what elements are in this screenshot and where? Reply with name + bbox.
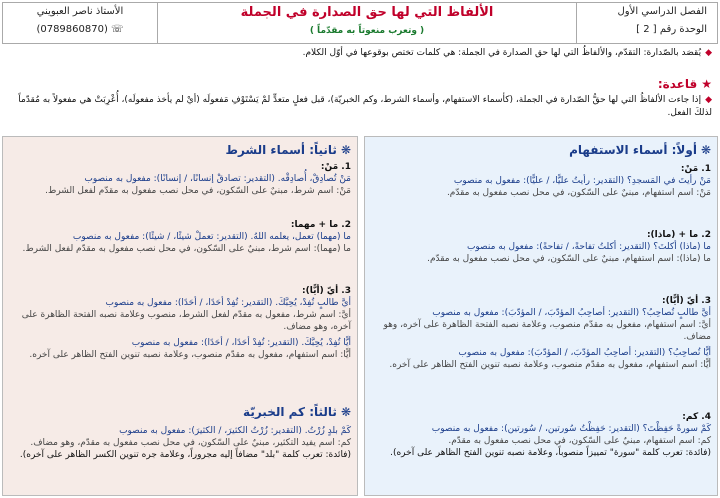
item-example: ما (مهما) تعمل، يعلمه اللهُ. (التقدير: تعملْ شيئًا، / شيئًا): مفعول به منصوب bbox=[72, 232, 351, 242]
item-number: 1. مَنْ: bbox=[320, 162, 351, 172]
item-example: أيَّ طالبٍ تُصاحِبُ؟ (التقدير: أصاحِبُ المؤدّبَ، / المؤدّبَ): مفعول به منصوب bbox=[432, 308, 711, 318]
section-heading-text: أولاً: أسماء الاستفهام bbox=[569, 143, 697, 157]
teacher-phone: ☏ (0789860870) bbox=[36, 24, 124, 35]
item-parsing: ما (ماذا): اسم استفهام، مبنيٌ على السّكون، في محل نصب مفعول به مقدّم. bbox=[427, 254, 711, 264]
conditionals-panel bbox=[2, 136, 358, 496]
item-tip: (فائدة: تعرب كلمة "بلد" مضافاً إليه مجروراً، وعلامة جره تنوين الكسر الظاهر على آخره). bbox=[19, 450, 351, 460]
list-item bbox=[371, 229, 711, 265]
item-parsing: كم: اسم يفيد التكثير، مبنيٌ على السّكون، في محل نصب مفعول به مقدّم، وهو مضاف. bbox=[30, 438, 351, 448]
item-tip: (فائدة: تعرب كلمة "سورة" تمييزاً منصوباً، وعلامة نصبه تنوين الفتح الظاهر على آخره). bbox=[390, 448, 711, 458]
item-number: 2. ما + (ماذا): bbox=[646, 230, 711, 240]
bullet-icon: ◆ bbox=[705, 95, 712, 105]
semester-label: الفصل الدراسي الأول bbox=[617, 6, 707, 17]
section-heading bbox=[371, 141, 711, 159]
list-item bbox=[371, 411, 711, 459]
rule-heading-text: قاعدة: bbox=[657, 77, 698, 91]
item-parsing: مَنْ: اسم شرط، مبنيٌ على السّكون، في محل نصب مفعول به مقدّم لفعل الشرط. bbox=[45, 186, 351, 196]
item-parsing-2: أيًّا: اسم استفهام، مفعول به مقدّم منصوب، وعلامة نصبه تنوين الفتح الظاهر على آخره. bbox=[389, 360, 711, 370]
item-example-2: أيًّا تُصاحِبُ؟ (التقدير: أصاحِبُ المؤدّبَ، / المؤدّبَ): مفعول به منصوب bbox=[458, 348, 711, 358]
item-example: مَنْ تُصادِقْ، أُصادِقْه. (التقدير: تصادقْ إنسانًا، / إنسانًا): مفعول به منصوب bbox=[84, 174, 351, 184]
page-title: الألفاظ التي لها حق الصدارة في الجملة bbox=[240, 5, 494, 20]
header-title-box bbox=[157, 3, 577, 43]
section-heading-2-text: ثالثاً: كم الخبريّة bbox=[243, 405, 337, 419]
page-header bbox=[2, 2, 718, 44]
item-parsing: أيَّ: اسم شرط، مفعول به مقدّم لفعل الشرط، منصوب وعلامة نصبه الفتحة الظاهرة على آخره، وهو مضاف. bbox=[21, 310, 351, 332]
item-example: كَمْ سورةً حَفِظْتَ؟ (التقدير: حَفِظْتُ سُورتين، / سُورتين): مفعول به منصوب bbox=[431, 424, 711, 434]
teacher-name: الأستاذ ناصر العبويني bbox=[36, 6, 124, 17]
item-example: مَنْ رأيتَ في المَسجدِ؟ (التقدير: رأيتُ عليًّا، / عليًّا): مفعول به منصوب bbox=[453, 176, 711, 186]
asterisk-icon: ❋ bbox=[340, 405, 351, 419]
teacher-box bbox=[3, 3, 157, 43]
list-item bbox=[9, 219, 351, 255]
item-parsing: أيَّ: اسم استفهام، مفعول به مقدّم منصوب، وعلامة نصبه الفتحة الظاهرة على آخره، وهو مضاف. bbox=[383, 320, 711, 342]
item-example: أيَّ طالبٍ تُفِدْ، يُحِبَّكَ. (التقدير: تُفِدْ أحَدًا، / أحَدًا): مفعول به منصوب bbox=[105, 298, 351, 308]
bullet-icon: ◆ bbox=[705, 48, 712, 58]
intro-paragraph bbox=[6, 47, 712, 73]
asterisk-icon: ❋ bbox=[700, 143, 711, 157]
item-example: ما (ماذا) أكلتَ؟ (التقدير: أكلتُ تفاحةً، / تفاحةً): مفعول به منصوب bbox=[466, 242, 711, 252]
item-example-2: أيًّا تُفِدْ، يُحِبَّكَ. (التقدير: تُفِدْ أحَدًا، / أحَدًا): مفعول به منصوب bbox=[131, 338, 351, 348]
page-subtitle: ( وتعرب منعوتاً به مقدّماً ) bbox=[309, 26, 425, 36]
item-parsing: ما (مهما): اسم شرط، مبنيٌ على السّكون، في محل نصب مفعول به مقدّم لفعل الشرط. bbox=[22, 244, 351, 254]
interrogatives-panel bbox=[364, 136, 718, 496]
list-item bbox=[371, 295, 711, 371]
intro-text: يُقصَد بالصّدارة: التقدّم، والألفاظُ التي لها حق الصدارة في الجملة: هي كلمات تختص بوقوعها في أوّل الكلام. bbox=[302, 48, 702, 58]
rule-paragraph bbox=[6, 94, 712, 134]
item-number: 2. ما + مهما: bbox=[290, 220, 351, 230]
item-example: كَمْ بلدٍ زُرْتُ. (التقدير: زُرْتُ الكثيرَ، / الكثيرَ): مفعول به منصوب bbox=[119, 426, 351, 436]
asterisk-icon: ❋ bbox=[340, 143, 351, 157]
list-item bbox=[9, 161, 351, 197]
item-number: 3. أيّ (أيًّا): bbox=[662, 296, 711, 306]
unit-label: الوحدة رقم [ 2 ] bbox=[636, 24, 707, 35]
section-heading-text: ثانياً: أسماء الشرط bbox=[225, 143, 337, 157]
section-heading-2 bbox=[9, 403, 351, 421]
item-parsing-2: أيًّا: اسم استفهام، مفعول به مقدّم منصوب، وعلامة نصبه تنوين الفتح الظاهر على آخره. bbox=[29, 350, 351, 360]
star-icon: ★ bbox=[701, 77, 712, 91]
item-number: 1. مَنْ: bbox=[680, 164, 711, 174]
list-item bbox=[371, 163, 711, 199]
item-number: 3. أيّ (أيًّا): bbox=[302, 286, 351, 296]
item-parsing: كم: اسم استفهام، مبنيٌ على السّكون، في محل نصب مفعول به مقدّم. bbox=[448, 436, 711, 446]
section-heading bbox=[9, 141, 351, 159]
rule-text: إذا جاءت الألفاظُ التي لها حقُّ الصّدارة في الجملة، (كأسماء الاستفهام، وأسماء الشرط، وكم الخبريّة)، قبل فعلٍ متعدٍّ لمْ يَسْتَوْفِ مَفعولَه (أيْ لم يأخذ مفعولَه)، أُعْرِبَتْ هي مفعولاً به مُقدّماً لذلكَ الفعل. bbox=[18, 95, 712, 118]
rule-heading bbox=[6, 77, 712, 93]
item-parsing: مَنْ: اسم استفهام، مبنيٌ على السّكون، في محل نصب مفعول به مقدّم. bbox=[446, 188, 711, 198]
item-number: 4. كم: bbox=[682, 412, 711, 422]
list-item bbox=[9, 425, 351, 461]
list-item bbox=[9, 285, 351, 361]
header-info bbox=[577, 3, 717, 43]
